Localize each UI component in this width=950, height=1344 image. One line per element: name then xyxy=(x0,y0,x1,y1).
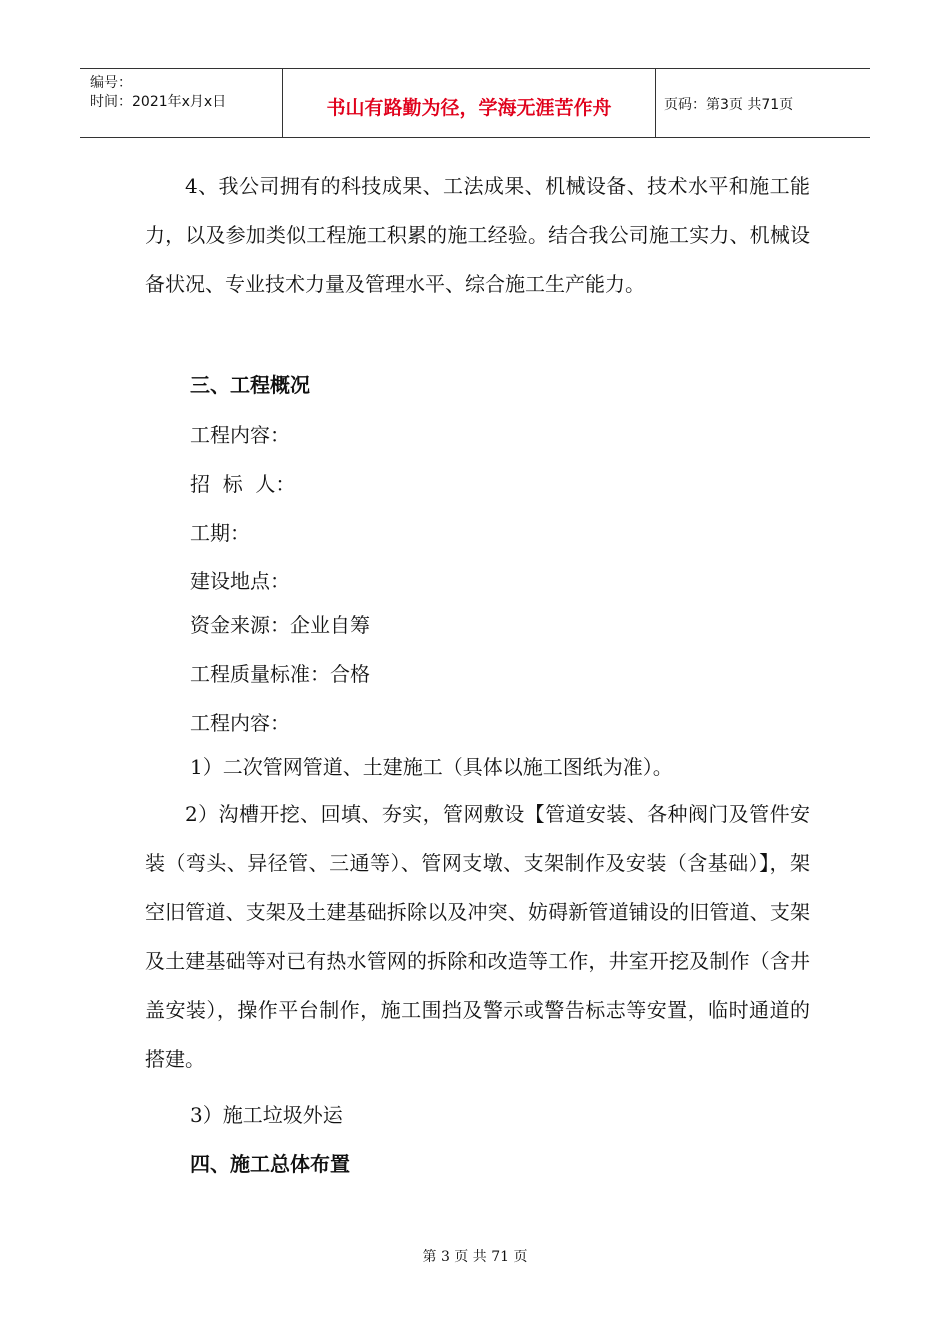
section-heading-3: 三、工程概况 xyxy=(190,373,310,397)
list-item-2: 2）沟槽开挖、回填、夯实，管网敷设【管道安装、各种阀门及管件安装（弯头、异径管、三通等）、管网支墩、支架制作及安装（含基础）】，架空旧管道、支架及土建基础拆除以及冲突、妨碍新管道铺设的旧管道、支架及土建基础等对已有热水管网的拆除和改造等工作，井室开挖及制作（含井盖安装），操作平台制作，施工围挡及警示或警告标志等安置，临时通道的搭建。 xyxy=(145,802,810,1071)
paragraph-capability: 4、我公司拥有的科技成果、工法成果、机械设备、技术水平和施工能力，以及参加类似工程施工积累的施工经验。结合我公司施工实力、机械设备状况、专业技术力量及管理水平、综合施工生产能力。 xyxy=(145,174,810,296)
field-duration: 工期： xyxy=(190,521,250,545)
time-label: 时间：2021年x月x日 xyxy=(90,94,227,110)
header-motto-cell xyxy=(282,69,656,137)
list-item-1: 1）二次管网管道、土建施工（具体以施工图纸为准）。 xyxy=(190,755,673,779)
field-funding: 资金来源：企业自筹 xyxy=(190,613,370,637)
field-project-content-2: 工程内容： xyxy=(190,711,290,735)
motto-text: 书山有路勤为径，学海无涯苦作舟 xyxy=(326,97,612,119)
document-header xyxy=(80,68,870,138)
header-info-cell xyxy=(80,69,282,137)
number-label: 编号： xyxy=(90,75,132,91)
field-tenderer: 招 标 人： xyxy=(190,472,296,496)
page-info: 页码：第3页 共71页 xyxy=(664,97,794,113)
list-item-3: 3）施工垃圾外运 xyxy=(190,1103,343,1127)
field-project-content: 工程内容： xyxy=(190,423,290,447)
header-page-cell xyxy=(654,69,870,137)
section-heading-4: 四、施工总体布置 xyxy=(190,1152,350,1176)
field-quality-standard: 工程质量标准：合格 xyxy=(190,662,370,686)
page-footer: 第 3 页 共 71 页 xyxy=(422,1249,528,1265)
field-location: 建设地点： xyxy=(190,569,290,593)
